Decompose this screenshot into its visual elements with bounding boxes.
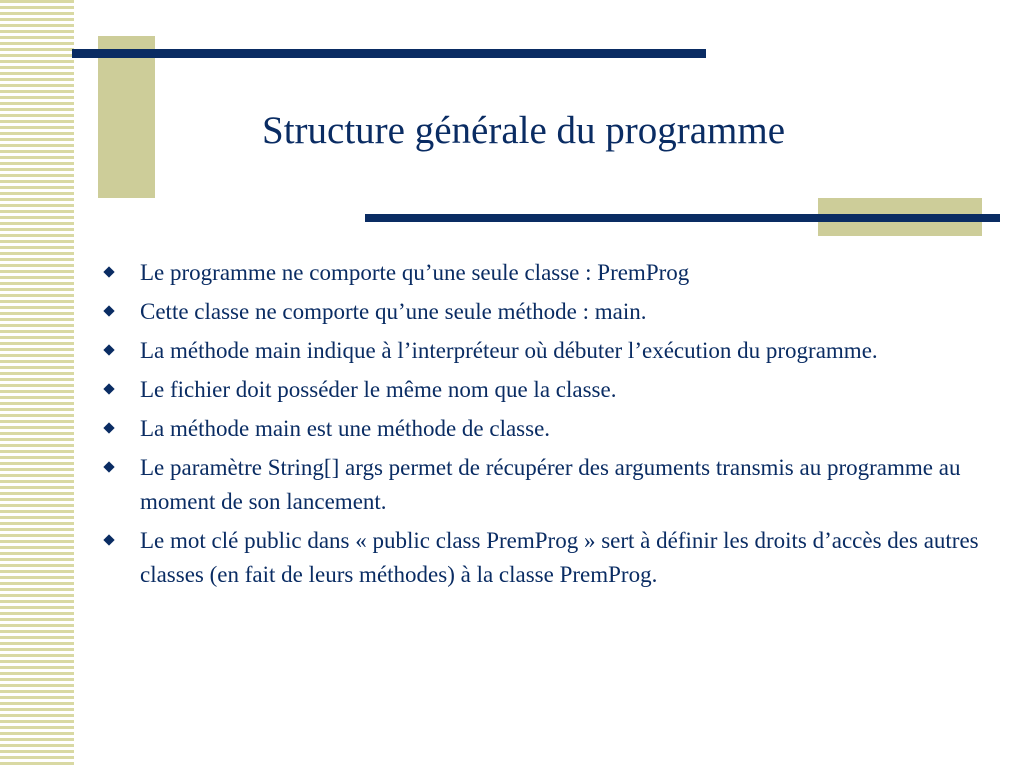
diamond-bullet-icon [103,383,114,394]
bullet-text: Le paramètre String[] args permet de récupérer des arguments transmis au programme au moment de son lancement. [140,455,961,514]
bullet-text: La méthode main est une méthode de classe. [140,416,551,441]
bullet-item [100,524,980,592]
diamond-bullet-icon [103,305,114,316]
diamond-bullet-icon [103,344,114,355]
bullet-text: Le programme ne comporte qu’une seule classe : PremProg [140,260,690,285]
decorative-bar-top [72,49,706,58]
bullet-text: Cette classe ne comporte qu’une seule méthode : main. [140,299,647,324]
bullet-item [100,412,980,446]
slide-title: Structure générale du programme [262,109,786,152]
bullet-list [100,256,980,597]
bullet-item [100,334,980,368]
diamond-bullet-icon [103,422,114,433]
bullet-item [100,256,980,290]
bullet-text: Le fichier doit posséder le même nom que la classe. [140,377,617,402]
bullet-text: Le mot clé public dans « public class PremProg » sert à définir les droits d’accès des autres classes (en fait de leurs méthodes) à la classe PremProg. [140,528,979,587]
bullet-item [100,295,980,329]
bullet-text: La méthode main indique à l’interpréteur où débuter l’exécution du programme. [140,338,878,363]
left-striped-margin [0,0,74,768]
bullet-item [100,451,980,519]
decorative-block-top [98,36,155,198]
decorative-bar-bottom [365,214,1000,222]
diamond-bullet-icon [103,461,114,472]
bullet-item [100,373,980,407]
diamond-bullet-icon [103,266,114,277]
margin-divider [74,0,76,768]
diamond-bullet-icon [103,534,114,545]
